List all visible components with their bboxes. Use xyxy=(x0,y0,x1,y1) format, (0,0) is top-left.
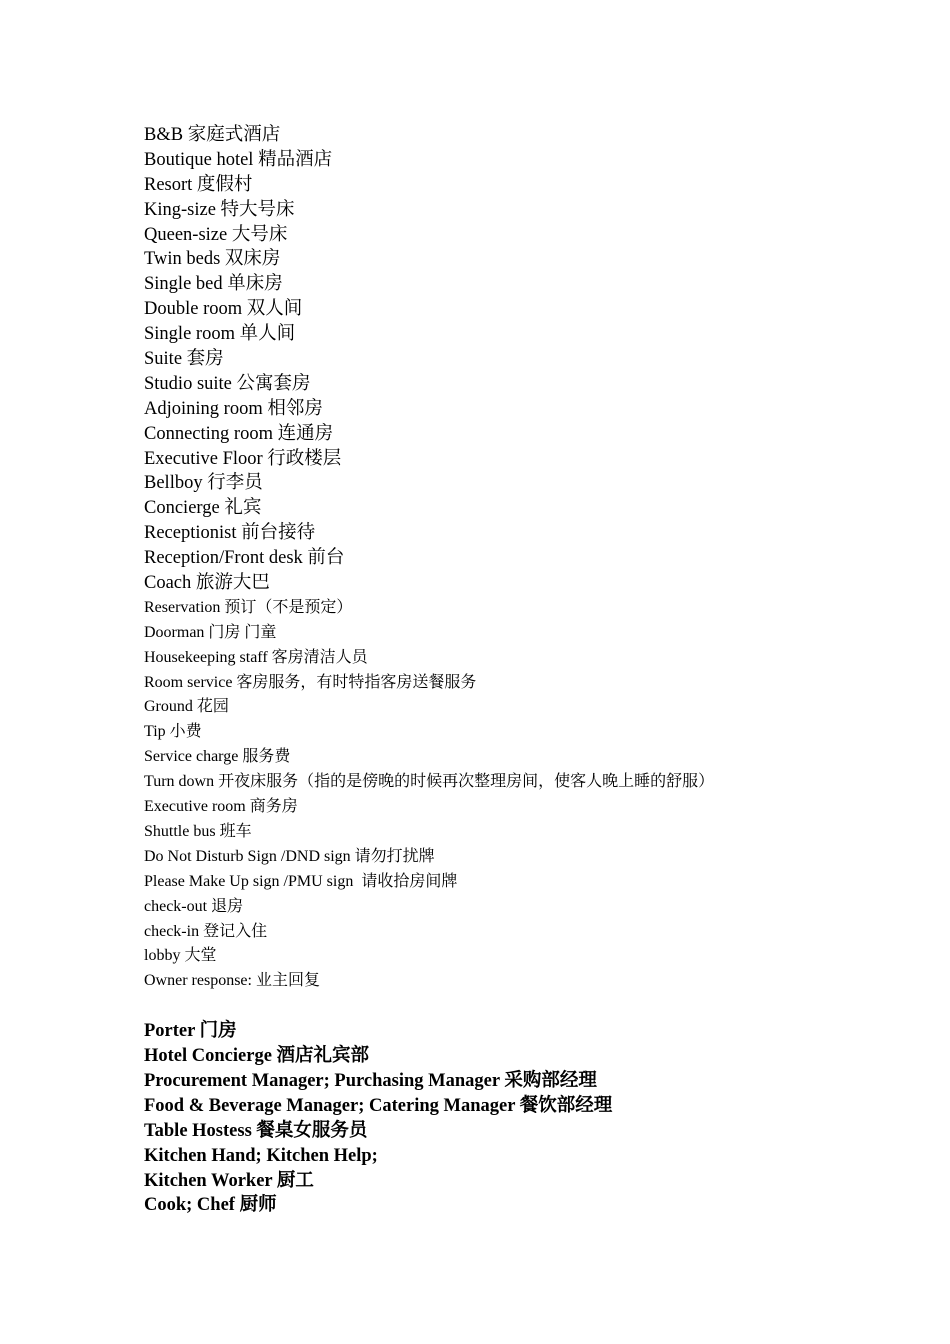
term-line-bold: Procurement Manager; Purchasing Manager 采购部经理 xyxy=(144,1070,597,1091)
term-line: Boutique hotel 精品酒店 xyxy=(144,149,333,170)
term-line: Room service 客房服务，有时特指客房送餐服务 xyxy=(144,673,477,691)
term-line: lobby 大堂 xyxy=(144,947,217,965)
term-line: Single room 单人间 xyxy=(144,324,296,345)
term-line-bold: Hotel Concierge 酒店礼宾部 xyxy=(144,1046,370,1067)
term-line: Reservation 预订（不是预定） xyxy=(144,598,353,616)
term-line: Owner response: 业主回复 xyxy=(144,972,320,990)
term-line: Twin beds 双床房 xyxy=(144,249,281,270)
term-line-bold: Kitchen Hand; Kitchen Help; xyxy=(144,1145,378,1166)
term-line: Queen-size 大号床 xyxy=(144,224,288,245)
term-line-bold: Kitchen Worker 厨工 xyxy=(144,1170,314,1191)
term-line-bold: Food & Beverage Manager; Catering Manager 餐饮部经理 xyxy=(144,1095,613,1116)
term-line: Coach 旅游大巴 xyxy=(144,573,270,594)
term-line: check-out 退房 xyxy=(144,897,244,915)
term-list-bold xyxy=(144,1019,904,1218)
term-line: check-in 登记入住 xyxy=(144,922,268,940)
term-line: Ground 花园 xyxy=(144,698,229,716)
term-line: Shuttle bus 班车 xyxy=(144,822,252,840)
term-line: Executive Floor 行政楼层 xyxy=(144,448,342,469)
term-list-small xyxy=(144,596,904,994)
term-line: Single bed 单床房 xyxy=(144,274,283,295)
term-line: Doorman 门房 门童 xyxy=(144,623,277,641)
term-line: Tip 小费 xyxy=(144,723,202,741)
term-line: Concierge 礼宾 xyxy=(144,498,262,519)
term-line: Suite 套房 xyxy=(144,349,224,370)
term-line: Studio suite 公寓套房 xyxy=(144,373,311,394)
term-line: Double room 双人间 xyxy=(144,299,303,320)
document-page xyxy=(144,123,904,1218)
term-line: B&B 家庭式酒店 xyxy=(144,125,281,145)
term-line: Connecting room 连通房 xyxy=(144,423,334,444)
term-line: Executive room 商务房 xyxy=(144,798,298,816)
blank-line xyxy=(144,994,904,1019)
term-line: Service charge 服务费 xyxy=(144,748,291,766)
term-line: Reception/Front desk 前台 xyxy=(144,548,345,569)
term-line: Adjoining room 相邻房 xyxy=(144,398,323,419)
term-line: Housekeeping staff 客房清洁人员 xyxy=(144,648,368,666)
term-line: Do Not Disturb Sign /DND sign 请勿打扰牌 xyxy=(144,847,435,865)
term-line: Resort 度假村 xyxy=(144,174,253,195)
term-line: Receptionist 前台接待 xyxy=(144,523,316,544)
term-line-bold: Porter 门房 xyxy=(144,1021,237,1042)
term-line-bold: Table Hostess 餐桌女服务员 xyxy=(144,1120,368,1141)
term-line: Please Make Up sign /PMU sign 请收拾房间牌 xyxy=(144,872,458,890)
term-line-bold: Cook; Chef 厨师 xyxy=(144,1195,277,1216)
term-list-large xyxy=(144,123,904,596)
term-line: Turn down 开夜床服务（指的是傍晚的时候再次整理房间，使客人晚上睡的舒服） xyxy=(144,773,715,791)
term-line: King-size 特大号床 xyxy=(144,199,295,220)
term-line: Bellboy 行李员 xyxy=(144,473,263,494)
